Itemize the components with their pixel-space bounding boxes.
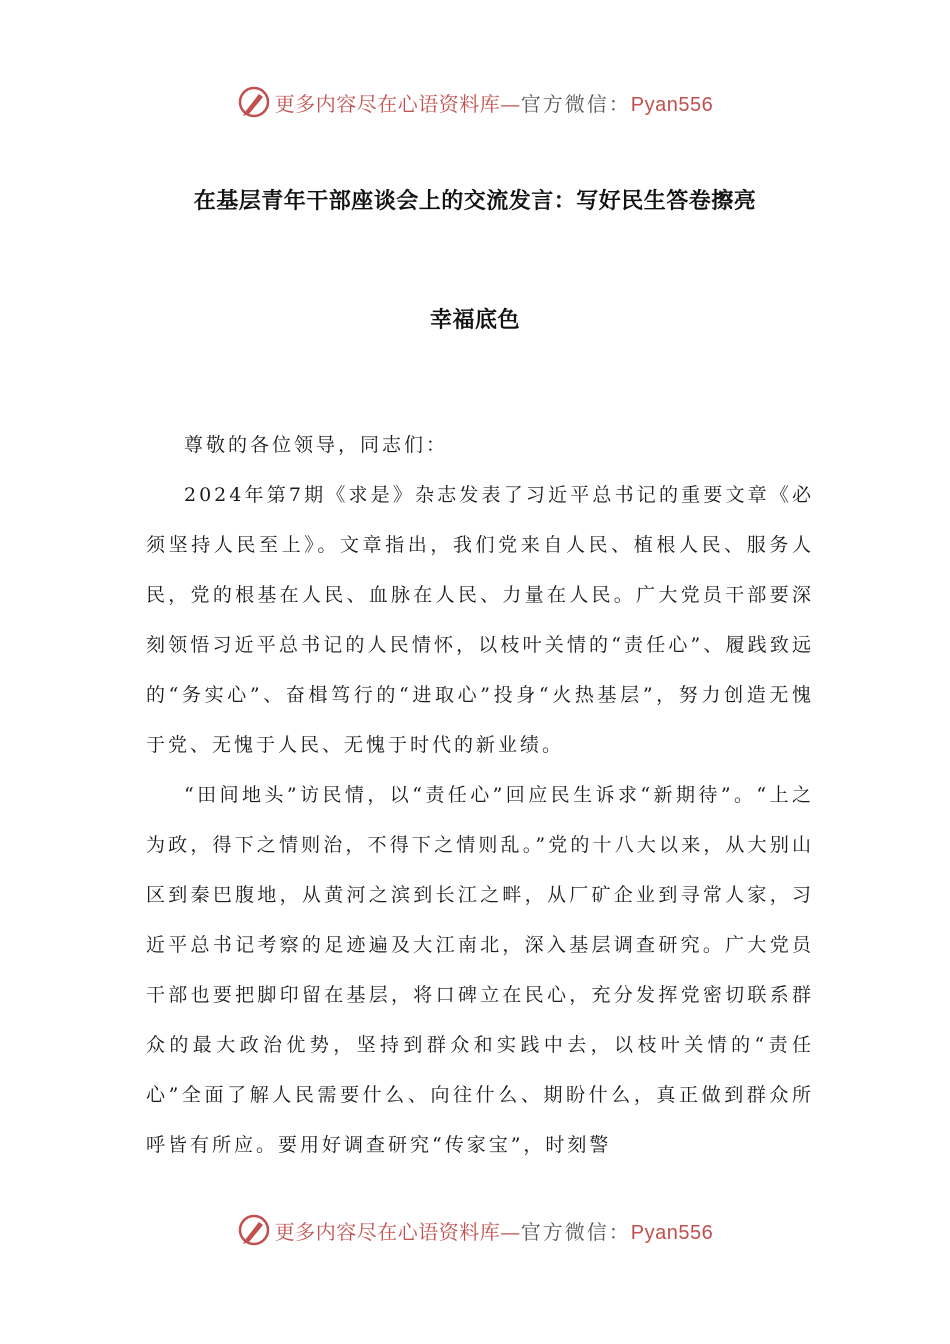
document-title-line-2: 幸福底色: [429, 308, 520, 333]
banner-brand: 更多内容尽在心语资料库: [274, 91, 501, 116]
banner-text: [275, 88, 713, 117]
banner-wechat-id: Pyan556: [630, 1221, 714, 1244]
banner-wechat-id: Pyan556: [630, 93, 714, 116]
banner-wechat-label: 官方微信：: [520, 91, 631, 116]
banner-dash: —: [500, 91, 521, 116]
document-title-line-1: 在基层青年干部座谈会上的交流发言：写好民生答卷擦亮: [193, 189, 757, 214]
paragraph: “田间地头”访民情，以“责任心”回应民生诉求“新期待”。“上之为政，得下之情则治，不得下之情则乱。”党的十八大以来，从大别山区到秦巴腹地，从黄河之滨到长江之畔，从厂矿企业到寻常人家，习近平总书记考察的足迹遍及大江南北，深入基层调查研究。广大党员干部也要把脚印留在基层，将口碑立在民心，充分发挥党密切联系群众的最大政治优势，坚持到群众和实践中去，以枝叶关情的“责任心”全面了解人民需要什么、向往什么、期盼什么，真正做到群众所呼皆有所应。要用好调查研究“传家宝”，时刻警: [146, 784, 814, 1156]
document-body: [146, 420, 814, 1170]
pen-logo-icon: [237, 1213, 271, 1247]
banner-brand: 更多内容尽在心语资料库: [274, 1219, 501, 1244]
header-banner: [0, 82, 950, 122]
pen-logo-icon: [237, 85, 271, 119]
paragraph: 2024年第7期《求是》杂志发表了习近平总书记的重要文章《必须坚持人民至上》。文章指出，我们党来自人民、植根人民、服务人民，党的根基在人民、血脉在人民、力量在人民。广大党员干部要深刻领悟习近平总书记的人民情怀，以枝叶关情的“责任心”、履践致远的“务实心”、奋楫笃行的“进取心”投身“火热基层”，努力创造无愧于党、无愧于人民、无愧于时代的新业绩。: [146, 484, 814, 756]
footer-banner: [0, 1210, 950, 1250]
banner-text: [275, 1216, 713, 1245]
banner-dash: —: [500, 1219, 521, 1244]
greeting: 尊敬的各位领导，同志们：: [184, 434, 449, 456]
banner-wechat-label: 官方微信：: [520, 1219, 631, 1244]
